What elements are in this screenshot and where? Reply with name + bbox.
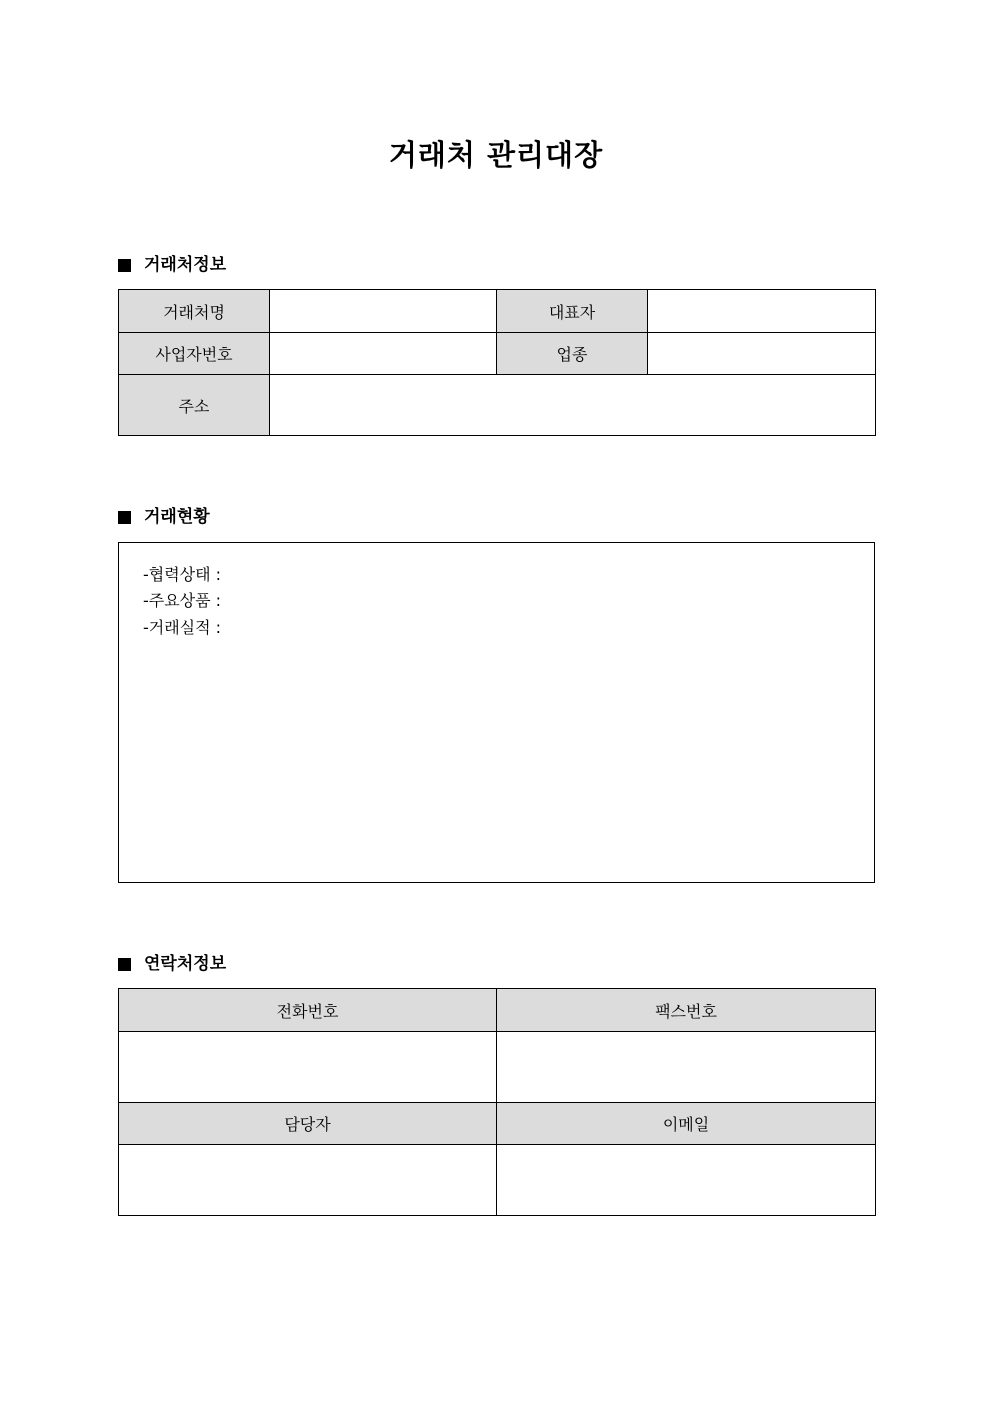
status-line-trade-record: -거래실적 : bbox=[143, 618, 222, 637]
label-email: 이메일 bbox=[497, 1103, 876, 1145]
label-manager: 담당자 bbox=[119, 1103, 497, 1145]
page-title: 거래처 관리대장 bbox=[388, 138, 604, 172]
section-heading-status bbox=[118, 505, 210, 529]
label-company-name: 거래처명 bbox=[119, 290, 270, 333]
square-bullet-icon bbox=[118, 259, 131, 272]
label-representative: 대표자 bbox=[497, 290, 648, 333]
value-representative[interactable] bbox=[648, 290, 876, 333]
value-email[interactable] bbox=[497, 1145, 876, 1216]
contact-info-table bbox=[118, 988, 876, 1216]
value-business-type[interactable] bbox=[648, 333, 876, 375]
value-manager[interactable] bbox=[119, 1145, 497, 1216]
section-heading-label: 거래처정보 bbox=[144, 255, 227, 275]
section-heading-label: 거래현황 bbox=[144, 507, 210, 527]
section-heading-contact bbox=[118, 952, 226, 976]
section-heading-label: 연락처정보 bbox=[144, 954, 227, 974]
label-business-type: 업종 bbox=[497, 333, 648, 375]
value-company-name[interactable] bbox=[270, 290, 497, 333]
label-phone: 전화번호 bbox=[119, 989, 497, 1032]
value-business-number[interactable] bbox=[270, 333, 497, 375]
company-info-table bbox=[118, 289, 876, 436]
label-fax: 팩스번호 bbox=[497, 989, 876, 1032]
status-line-cooperation: -협력상태 : bbox=[143, 565, 222, 584]
value-address[interactable] bbox=[270, 375, 876, 436]
section-heading-info bbox=[118, 253, 226, 277]
label-business-number: 사업자번호 bbox=[119, 333, 270, 375]
square-bullet-icon bbox=[118, 511, 131, 524]
square-bullet-icon bbox=[118, 958, 131, 971]
value-fax[interactable] bbox=[497, 1032, 876, 1103]
value-phone[interactable] bbox=[119, 1032, 497, 1103]
status-line-main-products: -주요상품 : bbox=[143, 591, 222, 610]
trade-status-box[interactable] bbox=[118, 542, 875, 883]
label-address: 주소 bbox=[119, 375, 270, 436]
